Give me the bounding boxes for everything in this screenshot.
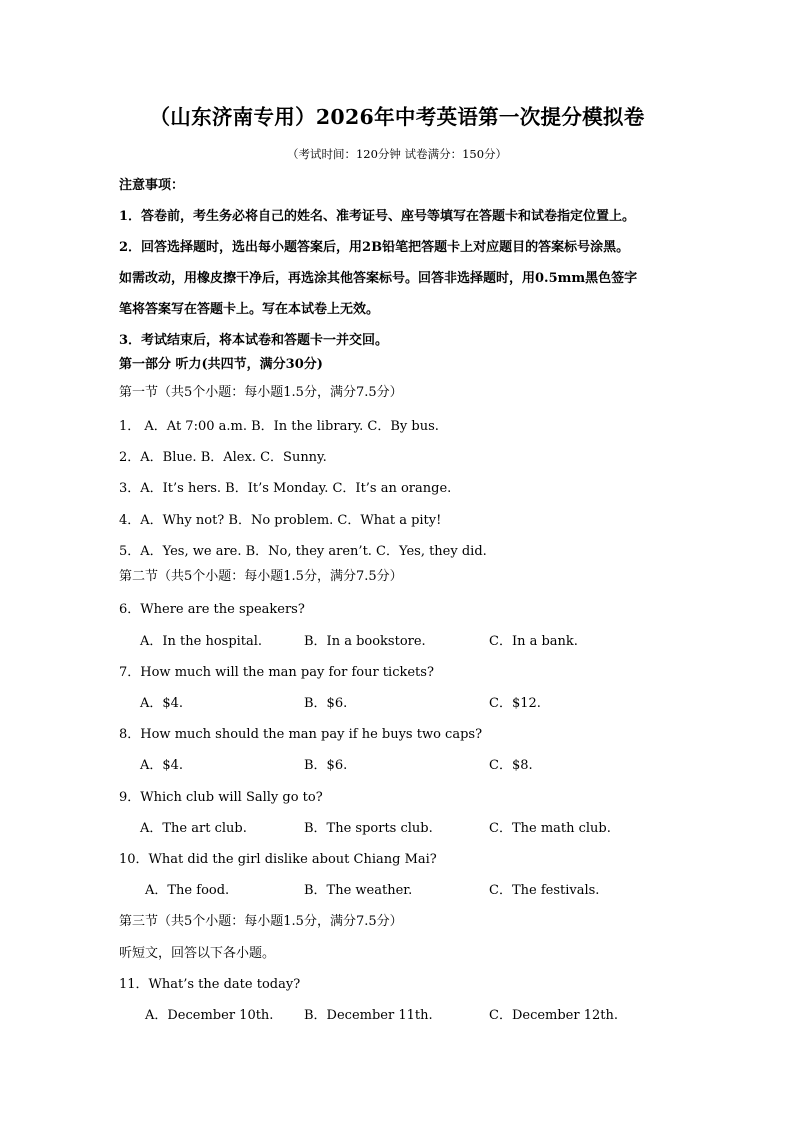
question-4: 4．A．Why not? B．No problem. C．What a pity! <box>119 513 442 528</box>
notice-item-2-line-2: 如需改动，用橡皮擦干净后，再选涂其他答案标号。回答非选择题时，用0.5mm黑色签字 <box>119 271 638 286</box>
question-8-option-c: C．$8. <box>489 758 533 773</box>
question-7-stem: 7．How much will the man pay for four tickets? <box>119 665 434 680</box>
question-9-option-c: C．The math club. <box>489 821 611 836</box>
question-3: 3．A．It’s hers. B．It’s Monday. C．It’s an orange. <box>119 481 452 496</box>
question-10-stem: 10．What did the girl dislike about Chiang Mai? <box>119 852 437 867</box>
notice-heading: 注意事项： <box>119 178 185 193</box>
question-10-option-a: A．The food. <box>145 883 230 898</box>
question-10-option-b: B．The weather. <box>304 883 413 898</box>
question-8-option-a: A．$4. <box>140 758 184 773</box>
question-6-option-b: B．In a bookstore. <box>304 634 426 649</box>
question-7-option-c: C．$12. <box>489 696 541 711</box>
question-9-option-b: B．The sports club. <box>304 821 433 836</box>
notice-item-1: 1．答卷前，考生务必将自己的姓名、准考证号、座号等填写在答题卡和试卷指定位置上。 <box>119 209 636 224</box>
question-6-stem: 6．Where are the speakers? <box>119 602 305 617</box>
section1-heading: 第一节（共5个小题：每小题1.5分，满分7.5分） <box>119 385 403 400</box>
exam-title: （山东济南专用）2026年中考英语第一次提分模拟卷 <box>149 105 645 129</box>
question-9-stem: 9．Which club will Sally go to? <box>119 790 323 805</box>
notice-item-3: 3．考试结束后，将本试卷和答题卡一并交回。 <box>119 333 389 348</box>
question-8-option-b: B．$6. <box>304 758 348 773</box>
question-5: 5．A．Yes, we are. B．No, they aren’t. C．Yes, they did. <box>119 544 487 559</box>
question-6-option-c: C．In a bank. <box>489 634 578 649</box>
question-9-option-a: A．The art club. <box>140 821 247 836</box>
section3-heading: 第三节（共5个小题：每小题1.5分，满分7.5分） <box>119 914 403 929</box>
section3-intro: 听短文，回答以下各小题。 <box>119 946 276 961</box>
question-11-option-a: A．December 10th. <box>145 1008 274 1023</box>
question-10-option-c: C．The festivals. <box>489 883 600 898</box>
question-6-option-a: A．In the hospital. <box>140 634 263 649</box>
question-1: 1． A．At 7:00 a.m. B．In the library. C．By bus. <box>119 419 439 434</box>
question-11-stem: 11．What’s the date today? <box>119 977 301 992</box>
question-11-option-c: C．December 12th. <box>489 1008 618 1023</box>
question-11-option-b: B．December 11th. <box>304 1008 433 1023</box>
part1-heading: 第一部分 听力(共四节，满分30分) <box>119 357 323 372</box>
question-7-option-b: B．$6. <box>304 696 348 711</box>
question-8-stem: 8．How much should the man pay if he buys two caps? <box>119 727 483 742</box>
question-2: 2．A．Blue. B．Alex. C．Sunny. <box>119 450 327 465</box>
notice-item-2-line-1: 2．回答选择题时，选出每小题答案后，用2B铅笔把答题卡上对应题目的答案标号涂黑。 <box>119 240 630 255</box>
exam-subtitle: （考试时间：120分钟 试卷满分：150分） <box>286 147 508 161</box>
notice-item-2-line-3: 笔将答案写在答题卡上。写在本试卷上无效。 <box>119 302 380 317</box>
question-7-option-a: A．$4. <box>140 696 184 711</box>
section2-heading: 第二节（共5个小题：每小题1.5分，满分7.5分） <box>119 569 403 584</box>
